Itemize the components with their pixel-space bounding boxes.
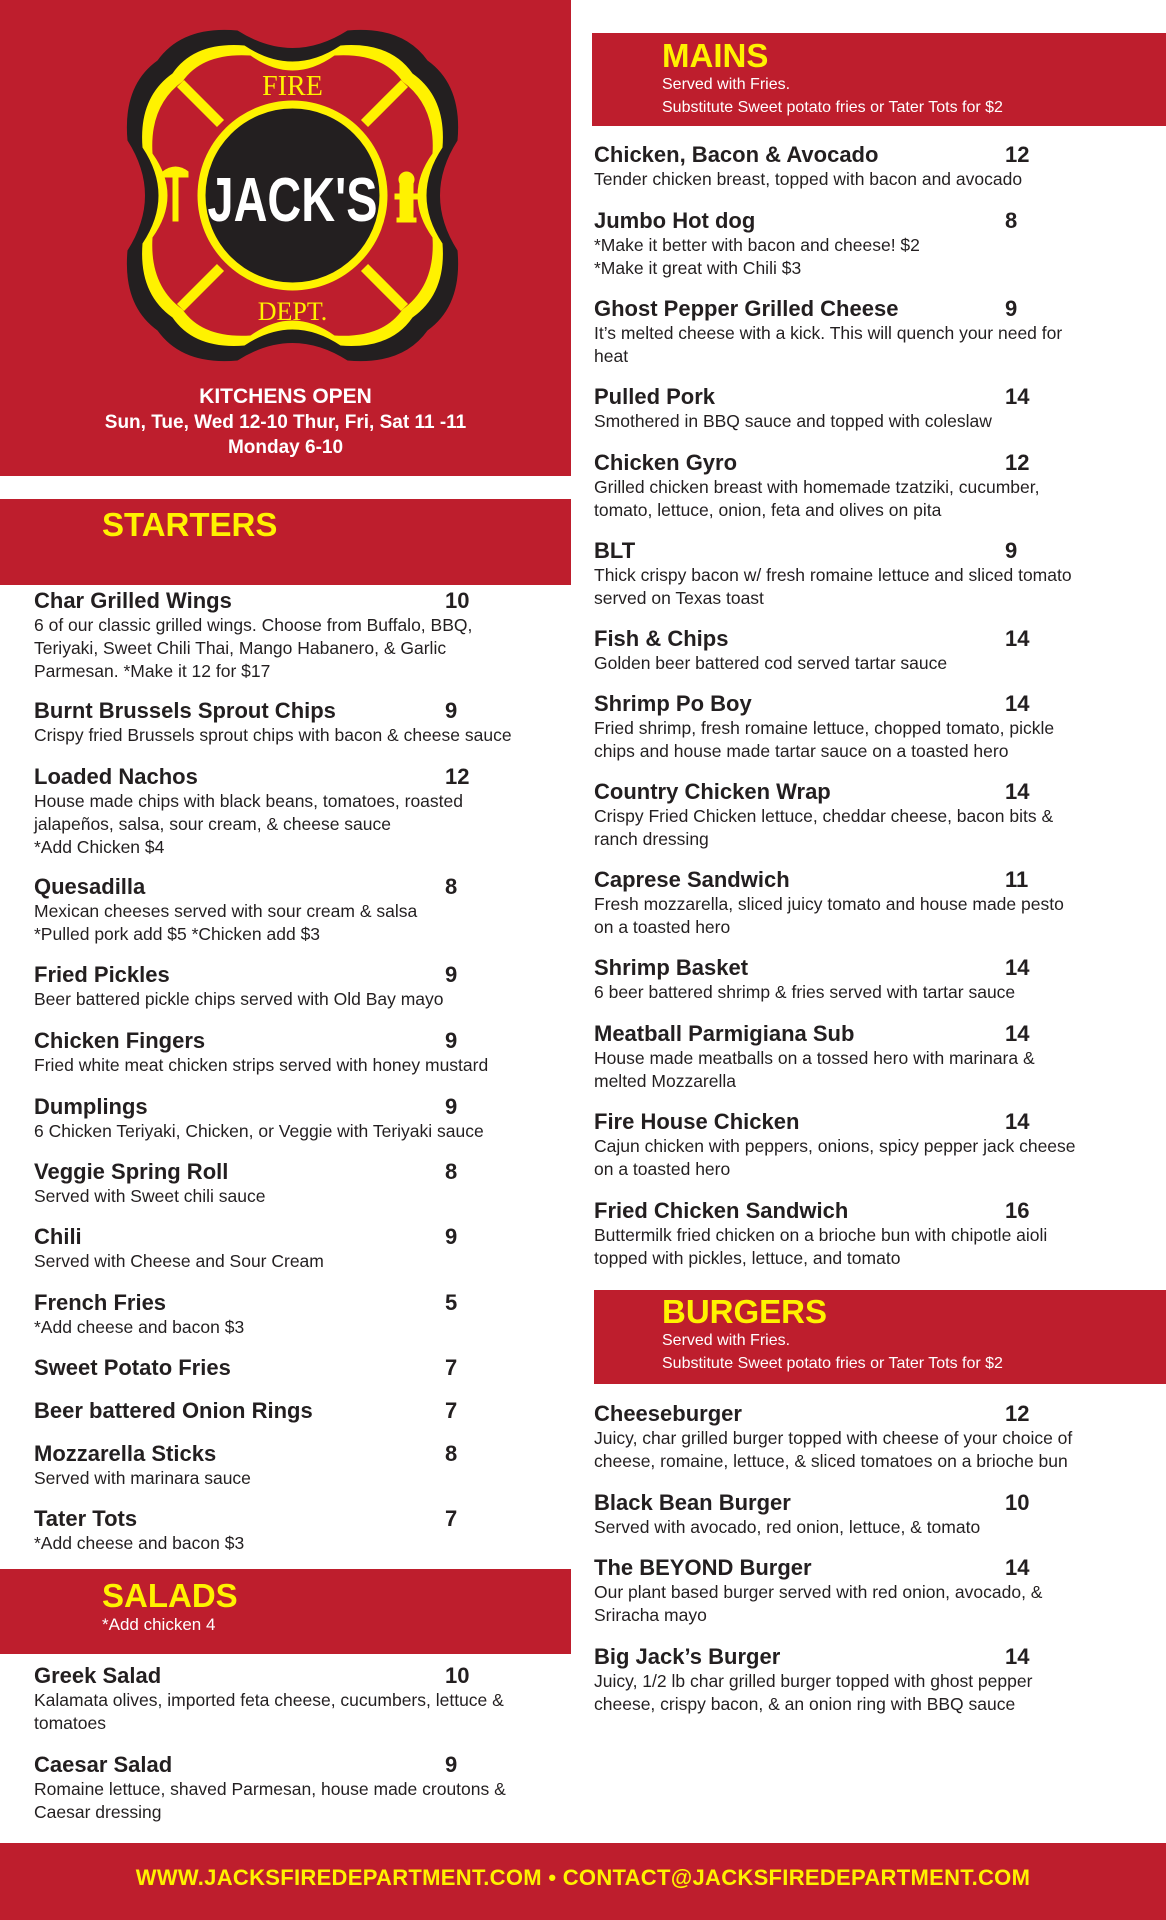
starters-title: STARTERS (102, 506, 278, 543)
menu-item (594, 692, 1134, 763)
menu-item-name: Shrimp Po Boy (594, 691, 752, 716)
menu-item-description: Fried white meat chicken strips served with honey mustard (34, 1055, 489, 1075)
menu-item-description: cheese, romaine, lettuce, & sliced tomatoes on a brioche bun (594, 1451, 1068, 1471)
burgers-band (594, 1290, 1166, 1384)
menu-item-name: Sweet Potato Fries (34, 1355, 231, 1380)
menu-item-description: on a toasted hero (594, 917, 731, 937)
menu-item-price: 9 (1005, 296, 1018, 321)
menu-item (34, 1399, 574, 1424)
menu-item-price: 14 (1005, 691, 1030, 716)
menu-item-description: topped with pickles, lettuce, and tomato (594, 1248, 901, 1268)
menu-item (34, 1753, 574, 1824)
menu-item-name: Big Jack’s Burger (594, 1644, 781, 1669)
menu-item (594, 956, 1134, 1004)
menu-item-price: 8 (445, 1159, 458, 1184)
menu-item-description: Juicy, char grilled burger topped with cheese of your choice of (594, 1428, 1073, 1448)
menu-item (34, 1664, 574, 1735)
burgers-subtitle-1: Served with Fries. (662, 1332, 791, 1349)
menu-item-description: cheese, crispy bacon, & an onion ring with BBQ sauce (594, 1694, 1016, 1714)
menu-item (594, 1556, 1134, 1627)
menu-item-description: Mexican cheeses served with sour cream & salsa (34, 901, 418, 921)
menu-item (594, 1022, 1134, 1093)
menu-item-price: 7 (445, 1506, 458, 1531)
menu-item-description: Served with avocado, red onion, lettuce, & tomato (594, 1517, 981, 1537)
menu-item (594, 385, 1134, 433)
menu-item (34, 1291, 574, 1339)
menu-item-price: 10 (445, 1663, 470, 1688)
menu-item-price: 12 (1005, 1401, 1030, 1426)
menu-item-name: Greek Salad (34, 1663, 162, 1688)
menu-item-name: Fried Pickles (34, 962, 170, 987)
menu-item-description: tomatoes (34, 1713, 106, 1733)
menu-item-description: Crispy Fried Chicken lettuce, cheddar cheese, bacon bits & (594, 806, 1054, 826)
menu-item-name: Mozzarella Sticks (34, 1441, 217, 1466)
menu-item-description: Beer battered pickle chips served with Old Bay mayo (34, 989, 444, 1009)
menu-item-price: 9 (445, 698, 458, 723)
mains-title: MAINS (662, 37, 769, 74)
menu-item-name: Beer battered Onion Rings (34, 1398, 313, 1423)
menu-item-price: 5 (445, 1290, 458, 1315)
menu-item-description: 6 beer battered shrimp & fries served with tartar sauce (594, 982, 1016, 1002)
salads-title: SALADS (102, 1577, 238, 1614)
menu-item (594, 1645, 1134, 1716)
menu-item-description: Juicy, 1/2 lb char grilled burger topped with ghost pepper (594, 1671, 1033, 1691)
menu-item-price: 9 (445, 962, 458, 987)
menu-item-price: 14 (1005, 1644, 1030, 1669)
logo-name-text: JACK'S (207, 166, 378, 235)
menu-item-name: Meatball Parmigiana Sub (594, 1021, 855, 1046)
menu-item-name: Chili (34, 1224, 82, 1249)
menu-item-name: Chicken Gyro (594, 450, 738, 475)
menu-item-description: *Make it great with Chili $3 (594, 258, 802, 278)
menu-item-price: 9 (1005, 538, 1018, 563)
mains-band (592, 33, 1166, 126)
menu-item-name: Chicken Fingers (34, 1028, 206, 1053)
menu-item-price: 14 (1005, 626, 1030, 651)
menu-item-name: Dumplings (34, 1094, 148, 1119)
menu-item (34, 963, 574, 1011)
salads-band (0, 1569, 571, 1654)
menu-item-name: Shrimp Basket (594, 955, 749, 980)
menu-item (594, 1110, 1134, 1181)
menu-item-description: heat (594, 346, 629, 366)
menu-item-price: 9 (445, 1752, 458, 1777)
menu-item-name: Caprese Sandwich (594, 867, 790, 892)
menu-item (594, 1402, 1134, 1473)
menu-item-name: Country Chicken Wrap (594, 779, 831, 804)
menu-item (594, 868, 1134, 939)
menu-item-description: Parmesan. *Make it 12 for $17 (34, 661, 271, 681)
kitchen-hours (0, 384, 571, 460)
menu-item-description: Served with Sweet chili sauce (34, 1186, 266, 1206)
menu-item-price: 9 (445, 1224, 458, 1249)
menu-item-price: 9 (445, 1028, 458, 1053)
menu-item (594, 1199, 1134, 1270)
menu-item-description: jalapeños, salsa, sour cream, & cheese sauce (34, 814, 391, 834)
menu-item-price: 10 (445, 588, 470, 613)
menu-item (594, 451, 1134, 522)
menu-item-description: *Make it better with bacon and cheese! $2 (594, 235, 920, 255)
menu-item-name: The BEYOND Burger (594, 1555, 812, 1580)
menu-item (34, 875, 574, 946)
menu-item-description: served on Texas toast (594, 588, 764, 608)
burgers-subtitle-2: Substitute Sweet potato fries or Tater Tots for $2 (662, 1355, 1003, 1372)
menu-item-name: Loaded Nachos (34, 764, 198, 789)
menu-item-description: Served with marinara sauce (34, 1468, 251, 1488)
menu-item-price: 14 (1005, 1555, 1030, 1580)
footer-contact-text: WWW.JACKSFIREDEPARTMENT.COM • CONTACT@JACKSFIREDEPARTMENT.COM (135, 1865, 1031, 1890)
menu-item-description: melted Mozzarella (594, 1071, 736, 1091)
menu-item-description: *Add cheese and bacon $3 (34, 1533, 245, 1553)
hours-line-1: Sun, Tue, Wed 12-10 Thur, Fri, Sat 11 -11 (104, 412, 467, 433)
menu-item-description: *Pulled pork add $5 *Chicken add $3 (34, 924, 321, 944)
menu-item (594, 627, 1134, 675)
menu-item (34, 1507, 574, 1555)
menu-item-description: Teriyaki, Sweet Chili Thai, Mango Habanero, & Garlic (34, 638, 447, 658)
menu-item-description: Crispy fried Brussels sprout chips with bacon & cheese sauce (34, 725, 512, 745)
menu-item-name: Veggie Spring Roll (34, 1159, 229, 1184)
menu-item-description: Golden beer battered cod served tartar sauce (594, 653, 948, 673)
menu-item-name: Fried Chicken Sandwich (594, 1198, 849, 1223)
menu-item-description: Kalamata olives, imported feta cheese, cucumbers, lettuce & (34, 1690, 504, 1710)
menu-item (34, 1095, 574, 1143)
menu-item-price: 8 (445, 874, 458, 899)
menu-item-description: Romaine lettuce, shaved Parmesan, house made croutons & (34, 1779, 506, 1799)
menu-item (594, 539, 1134, 610)
menu-item-price: 9 (445, 1094, 458, 1119)
menu-item-name: French Fries (34, 1290, 167, 1315)
menu-item-description: It’s melted cheese with a kick. This will quench your need for (594, 323, 1063, 343)
menu-item (594, 209, 1134, 280)
salads-subtitle: *Add chicken 4 (102, 1615, 216, 1634)
menu-item-price: 14 (1005, 955, 1030, 980)
menu-item-description: on a toasted hero (594, 1159, 731, 1179)
menu-item (34, 765, 574, 859)
menu-item-name: Caesar Salad (34, 1752, 173, 1777)
menu-item-description: ranch dressing (594, 829, 709, 849)
menu-item-name: Fish & Chips (594, 626, 729, 651)
menu-item-price: 12 (1005, 450, 1030, 475)
menu-item (34, 1356, 574, 1381)
logo-top-text: FIRE (262, 71, 323, 102)
menu-item-name: Char Grilled Wings (34, 588, 232, 613)
menu-item-description: 6 Chicken Teriyaki, Chicken, or Veggie with Teriyaki sauce (34, 1121, 484, 1141)
menu-item-price: 14 (1005, 384, 1030, 409)
menu-item-price: 8 (1005, 208, 1018, 233)
menu-item (34, 699, 574, 747)
menu-item-description: Grilled chicken breast with homemade tzatziki, cucumber, (594, 477, 1040, 497)
menu-item-price: 14 (1005, 1109, 1030, 1134)
menu-item (594, 143, 1134, 191)
menu-item-price: 16 (1005, 1198, 1030, 1223)
menu-item-description: Buttermilk fried chicken on a brioche bun with chipotle aioli (594, 1225, 1048, 1245)
menu-item-price: 14 (1005, 779, 1030, 804)
menu-item-name: Black Bean Burger (594, 1490, 791, 1515)
menu-item-description: Sriracha mayo (594, 1605, 707, 1625)
menu-item-description: Cajun chicken with peppers, onions, spicy pepper jack cheese (594, 1136, 1076, 1156)
menu-item-description: Tender chicken breast, topped with bacon and avocado (594, 169, 1023, 189)
menu-item-description: House made meatballs on a tossed hero with marinara & (594, 1048, 1035, 1068)
menu-item-description: House made chips with black beans, tomatoes, roasted (34, 791, 463, 811)
menu-item (34, 1160, 574, 1208)
menu-item-name: Ghost Pepper Grilled Cheese (594, 296, 899, 321)
menu-item (34, 1442, 574, 1490)
footer-bar (0, 1843, 1166, 1920)
menu-item-price: 7 (445, 1355, 458, 1380)
menu-item-name: Burnt Brussels Sprout Chips (34, 698, 336, 723)
menu-item-price: 12 (1005, 142, 1030, 167)
menu-item-description: Our plant based burger served with red onion, avocado, & (594, 1582, 1043, 1602)
menu-item-price: 7 (445, 1398, 458, 1423)
menu-item-price: 11 (1005, 867, 1029, 892)
menu-item (594, 1491, 1134, 1539)
menu-item (34, 1029, 574, 1077)
menu-item-description: Fried shrimp, fresh romaine lettuce, chopped tomato, pickle (594, 718, 1055, 738)
menu-item-price: 14 (1005, 1021, 1030, 1046)
hours-line-2: Monday 6-10 (227, 437, 344, 458)
starters-band (0, 499, 571, 585)
logo-bottom-text: DEPT. (257, 297, 328, 326)
menu-item-name: Quesadilla (34, 874, 146, 899)
menu-item-description: Fresh mozzarella, sliced juicy tomato and house made pesto (594, 894, 1064, 914)
menu-item-price: 12 (445, 764, 470, 789)
menu-item-description: tomato, lettuce, onion, feta and olives on pita (594, 500, 942, 520)
menu-item-description: *Add cheese and bacon $3 (34, 1317, 245, 1337)
mains-subtitle-2: Substitute Sweet potato fries or Tater Tots for $2 (662, 99, 1003, 116)
menu-item-name: Cheeseburger (594, 1401, 742, 1426)
menu-item-price: 8 (445, 1441, 458, 1466)
jacks-fire-dept-logo (115, 23, 470, 368)
menu-item-description: Caesar dressing (34, 1802, 162, 1822)
menu-item-name: BLT (594, 538, 636, 563)
menu-item-price: 10 (1005, 1490, 1030, 1515)
header-panel (0, 0, 571, 476)
menu-item-description: *Add Chicken $4 (34, 837, 165, 857)
menu-item-description: Thick crispy bacon w/ fresh romaine lettuce and sliced tomato (594, 565, 1072, 585)
menu-item-name: Pulled Pork (594, 384, 716, 409)
menu-item (594, 780, 1134, 851)
menu-item-name: Fire House Chicken (594, 1109, 800, 1134)
menu-item (594, 297, 1134, 368)
menu-item-name: Chicken, Bacon & Avocado (594, 142, 879, 167)
hours-title: KITCHENS OPEN (199, 385, 372, 408)
menu-item-name: Jumbo Hot dog (594, 208, 756, 233)
menu-item-description: chips and house made tartar sauce on a toasted hero (594, 741, 1009, 761)
menu-item (34, 1225, 574, 1273)
menu-item-name: Tater Tots (34, 1506, 138, 1531)
menu-item-description: 6 of our classic grilled wings. Choose from Buffalo, BBQ, (34, 615, 473, 635)
burgers-title: BURGERS (662, 1293, 828, 1330)
mains-subtitle-1: Served with Fries. (662, 76, 791, 93)
menu-item-description: Smothered in BBQ sauce and topped with coleslaw (594, 411, 992, 431)
menu-item-description: Served with Cheese and Sour Cream (34, 1251, 324, 1271)
menu-item (34, 589, 574, 683)
